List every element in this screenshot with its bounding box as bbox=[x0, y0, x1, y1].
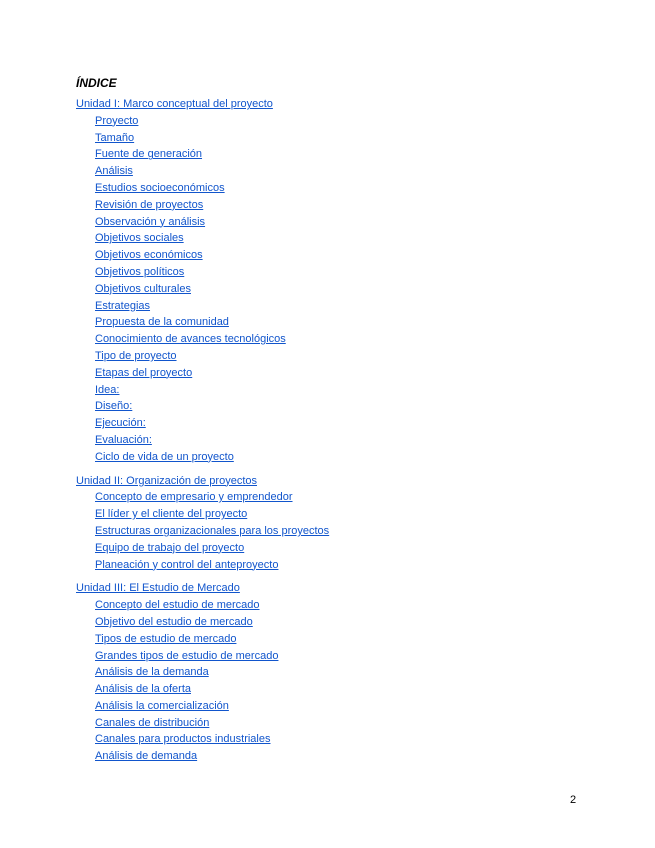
page-number: 2 bbox=[570, 794, 577, 806]
toc-entry-link[interactable]: Diseño: bbox=[95, 400, 133, 413]
toc-entry-link[interactable]: Objetivos culturales bbox=[95, 282, 191, 295]
toc-entry-link[interactable]: Idea: bbox=[95, 383, 120, 396]
toc-entry-link[interactable]: Análisis bbox=[95, 165, 133, 178]
toc-entry-link[interactable]: Propuesta de la comunidad bbox=[95, 316, 229, 329]
toc-entry-link[interactable]: Fuente de generación bbox=[95, 148, 203, 161]
toc-entry-link[interactable]: Objetivos económicos bbox=[95, 249, 203, 262]
table-of-contents bbox=[76, 96, 636, 772]
toc-entry-link[interactable]: Objetivos sociales bbox=[95, 232, 184, 245]
toc-entry-link[interactable]: Análisis la comercialización bbox=[95, 699, 229, 712]
toc-entry-link[interactable]: Canales para productos industriales bbox=[95, 733, 271, 746]
toc-entry-link[interactable]: Estructuras organizacionales para los proyectos bbox=[95, 524, 330, 537]
toc-entry-link[interactable]: Concepto del estudio de mercado bbox=[95, 599, 260, 612]
toc-section bbox=[76, 473, 636, 574]
toc-entry-link[interactable]: Análisis de la oferta bbox=[95, 683, 191, 696]
toc-entry-link[interactable]: Concepto de empresario y emprendedor bbox=[95, 491, 293, 504]
toc-entry-link[interactable]: Tipos de estudio de mercado bbox=[95, 632, 237, 645]
toc-entry-link[interactable]: Estrategias bbox=[95, 299, 151, 312]
toc-section bbox=[76, 580, 636, 765]
toc-entry-link[interactable]: Canales de distribución bbox=[95, 716, 210, 729]
toc-entry-link[interactable]: Tamaño bbox=[95, 131, 135, 144]
toc-entry-link[interactable]: Proyecto bbox=[95, 114, 139, 127]
toc-entry-link[interactable]: Etapas del proyecto bbox=[95, 366, 193, 379]
toc-unit-link[interactable]: Unidad I: Marco conceptual del proyecto bbox=[76, 98, 273, 110]
toc-entry-link[interactable]: Grandes tipos de estudio de mercado bbox=[95, 649, 279, 662]
toc-entry-link[interactable]: Tipo de proyecto bbox=[95, 349, 177, 362]
toc-unit-link[interactable]: Unidad II: Organización de proyectos bbox=[76, 474, 257, 487]
toc-entry-link[interactable]: El líder y el cliente del proyecto bbox=[95, 508, 248, 521]
index-title: ÍNDICE bbox=[76, 76, 117, 90]
toc-entry-link[interactable]: Evaluación: bbox=[95, 433, 152, 446]
toc-entry-link[interactable]: Análisis de demanda bbox=[95, 750, 198, 763]
toc-entry-link[interactable]: Revisión de proyectos bbox=[95, 198, 204, 211]
toc-entry-link[interactable]: Conocimiento de avances tecnológicos bbox=[95, 333, 286, 346]
toc-entry-link[interactable]: Objetivos políticos bbox=[95, 265, 185, 278]
toc-section bbox=[76, 96, 636, 466]
toc-entry-link[interactable]: Observación y análisis bbox=[95, 215, 206, 228]
toc-entry-link[interactable]: Análisis de la demanda bbox=[95, 666, 209, 679]
toc-entry-link[interactable]: Ciclo de vida de un proyecto bbox=[95, 450, 234, 463]
toc-entry-link[interactable]: Objetivo del estudio de mercado bbox=[95, 615, 253, 628]
toc-unit-link[interactable]: Unidad III: El Estudio de Mercado bbox=[76, 582, 240, 595]
toc-entry-link[interactable]: Equipo de trabajo del proyecto bbox=[95, 541, 245, 554]
toc-entry-link[interactable]: Planeación y control del anteproyecto bbox=[95, 558, 279, 571]
toc-entry-link[interactable]: Estudios socioeconómicos bbox=[95, 181, 225, 194]
toc-entry-link[interactable]: Ejecución: bbox=[95, 417, 146, 430]
